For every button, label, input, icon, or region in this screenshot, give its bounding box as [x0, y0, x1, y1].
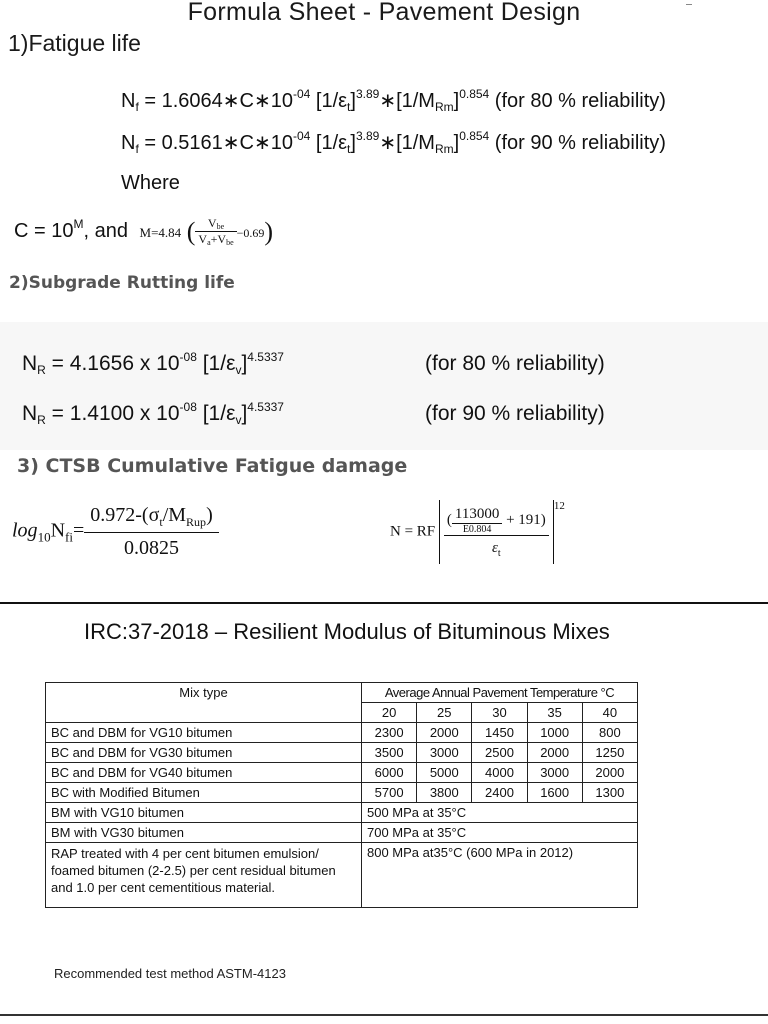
value-cell: 1300	[582, 783, 637, 803]
rutting-background	[0, 322, 768, 450]
table-row	[46, 743, 638, 763]
value-cell: 1250	[582, 743, 637, 763]
page-title: Formula Sheet - Pavement Design	[187, 0, 581, 26]
section-divider	[0, 602, 768, 604]
rutting-heading: 2)Subgrade Rutting life	[9, 273, 235, 293]
mix-cell: BC and DBM for VG10 bitumen	[46, 723, 362, 743]
span-value-cell: 700 MPa at 35°C	[362, 823, 638, 843]
table-row	[46, 823, 638, 843]
mix-cell: BC with Modified Bitumen	[46, 783, 362, 803]
value-cell: 2500	[472, 743, 527, 763]
bottom-border	[0, 1014, 768, 1016]
value-cell: 3800	[417, 783, 472, 803]
value-cell: 4000	[472, 763, 527, 783]
mix-type-header: Mix type	[46, 683, 362, 723]
mix-cell: BM with VG10 bitumen	[46, 803, 362, 823]
temp-cell: 25	[417, 703, 472, 723]
value-cell: 3000	[417, 743, 472, 763]
span-value-cell: 500 MPa at 35°C	[362, 803, 638, 823]
where-label: Where	[121, 172, 180, 194]
c-definition: $C = 10^M$, and M=4.84 ( $\frac{V_{be}}{V_a+V_{be}}$ −0.69)	[14, 216, 274, 247]
value-cell: 1000	[527, 723, 582, 743]
temp-cell: 35	[527, 703, 582, 723]
temp-cell: 30	[472, 703, 527, 723]
value-cell: 3500	[362, 743, 417, 763]
resilient-modulus-table	[45, 682, 638, 908]
mix-cell: BC and DBM for VG30 bitumen	[46, 743, 362, 763]
temp-cell: 20	[362, 703, 417, 723]
value-cell: 2000	[527, 743, 582, 763]
table-title: IRC:37-2018 – Resilient Modulus of Bituminous Mixes	[84, 619, 610, 644]
fatigue-heading: 1)Fatigue life	[8, 30, 141, 56]
value-cell: 2000	[417, 723, 472, 743]
value-cell: 1600	[527, 783, 582, 803]
fatigue-equation-90: $N_f$ = $0.5161∗C∗10^{-04}$ $[1/\varepsilon_t]^{3.89}∗[1/M_{Rm}]^{0.854}$ (for 90 % reliability)	[121, 129, 666, 156]
mix-cell: RAP treated with 4 per cent bitumen emulsion/ foamed bitumen (2-2.5) per cent residual bitumen and 1.0 per cent cementitious material.	[46, 843, 362, 908]
table-row	[46, 723, 638, 743]
table-row	[46, 843, 638, 908]
value-cell: 2400	[472, 783, 527, 803]
value-cell: 5700	[362, 783, 417, 803]
rutting-note-90: (for 90 % reliability)	[425, 402, 605, 425]
table-row	[46, 803, 638, 823]
rutting-equation-90: $N_R = 1.4100$ x $10^{-08}$ $[1/\varepsilon_v]^{4.5337}$	[22, 400, 284, 427]
value-cell: 6000	[362, 763, 417, 783]
ctsb-heading: 3) CTSB Cumulative Fatigue damage	[17, 455, 408, 477]
temperature-header: Average Annual Pavement Temperature °C	[362, 683, 638, 703]
test-method-note: Recommended test method ASTM-4123	[54, 966, 286, 981]
span-value-cell: 800 MPa at35°C (600 MPa in 2012)	[362, 843, 638, 908]
mix-cell: BM with VG30 bitumen	[46, 823, 362, 843]
corner-mark	[686, 4, 692, 5]
table-header-row	[46, 683, 638, 703]
ctsb-n-formula: N = RF ( $\frac{113000}{E0.804}$ + 191) $\varepsilon_t$ $^{12}$	[390, 500, 565, 564]
value-cell: 2000	[582, 763, 637, 783]
fatigue-equation-80: $N_f$ = $1.6064∗C∗10^{-04}$ $[1/\varepsilon_t]^{3.89}∗[1/M_{Rm}]^{0.854}$ (for 80 % reliability)	[121, 87, 666, 114]
value-cell: 800	[582, 723, 637, 743]
ctsb-log-formula: $\log_{10}N_{fi}=$ $\frac{0.972-(\sigma_t/M_{Rup})}{0.0825}$	[12, 504, 219, 560]
rutting-equation-80: $N_R = 4.1656$ x $10^{-08}$ $[1/\varepsilon_v]^{4.5337}$	[22, 350, 284, 377]
table-row	[46, 763, 638, 783]
value-cell: 2300	[362, 723, 417, 743]
value-cell: 1450	[472, 723, 527, 743]
table-row	[46, 783, 638, 803]
temp-cell: 40	[582, 703, 637, 723]
mix-cell: BC and DBM for VG40 bitumen	[46, 763, 362, 783]
rutting-note-80: (for 80 % reliability)	[425, 352, 605, 375]
value-cell: 5000	[417, 763, 472, 783]
value-cell: 3000	[527, 763, 582, 783]
